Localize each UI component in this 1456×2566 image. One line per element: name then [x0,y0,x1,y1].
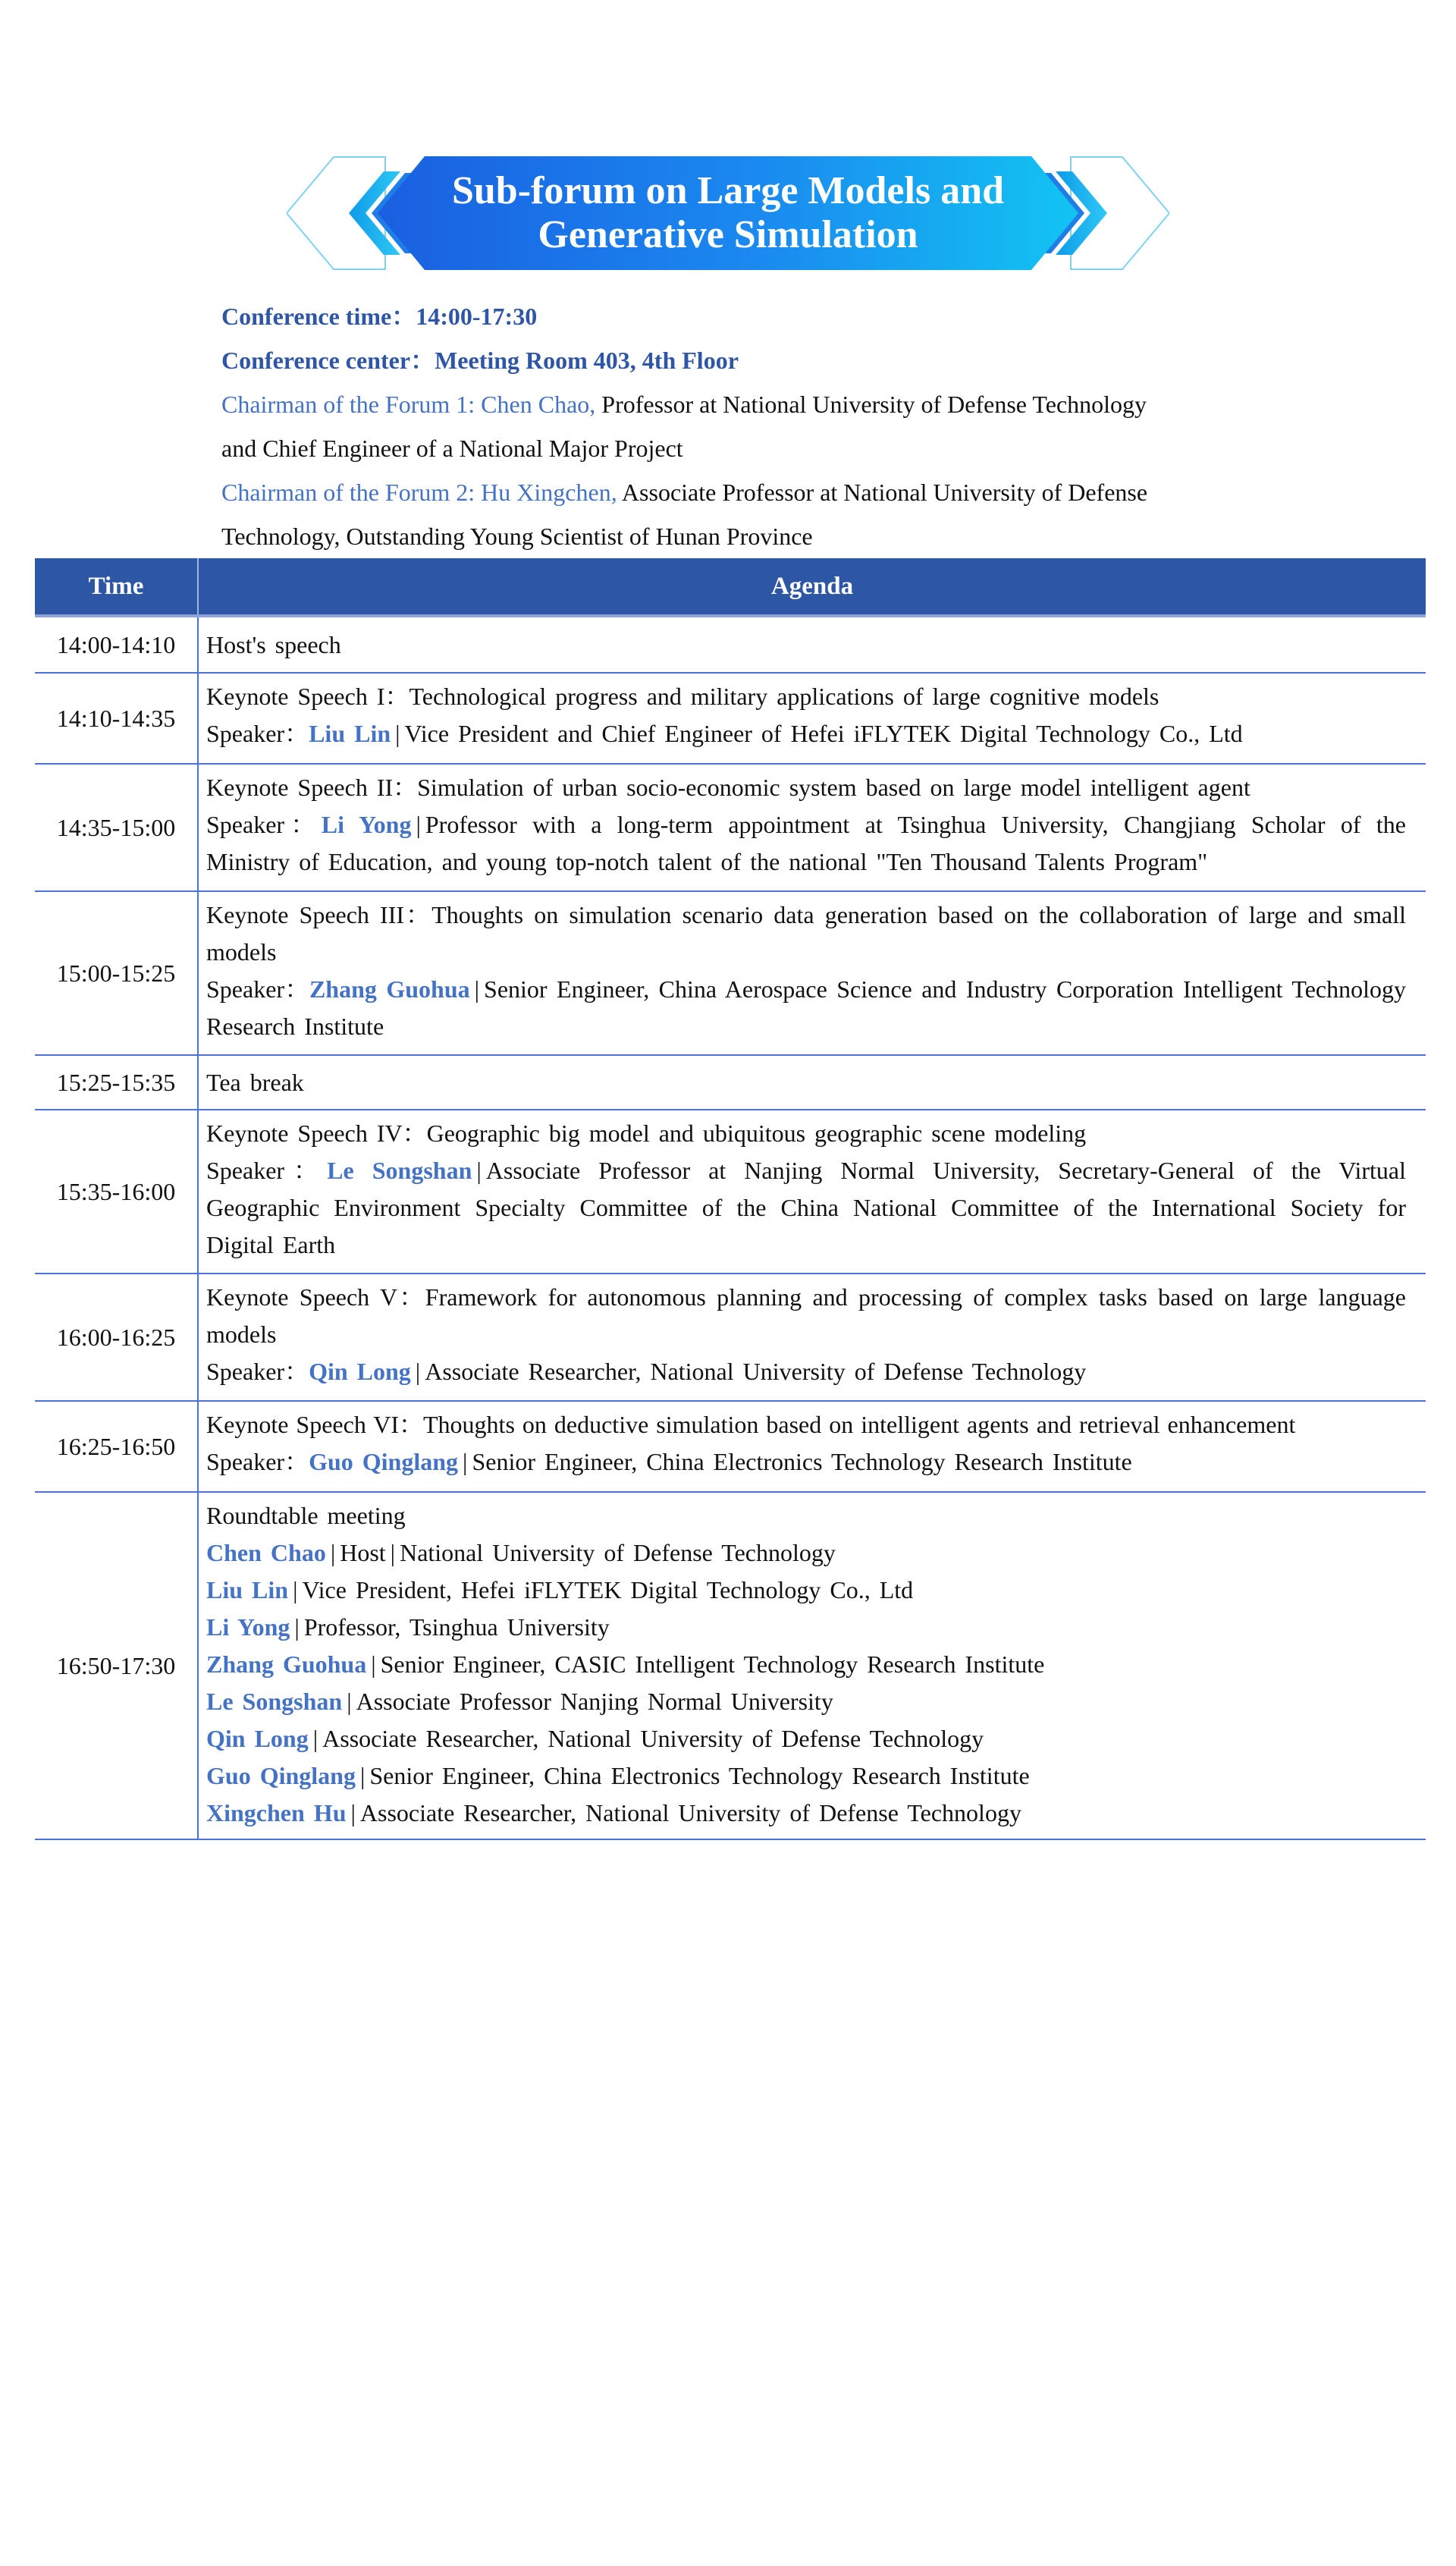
row-content [199,674,1426,763]
row-time: 16:00-16:25 [35,1274,199,1400]
speaker-desc: Professor with a long-term appointment at Tsinghua University, Changjiang Scholar of the Ministry of Education, and young top-notch talent of the national "Ten Thousand Talents Program" [206,811,1406,875]
keynote-title: Keynote Speech IV：Geographic big model and ubiquitous geographic scene modeling [206,1120,1087,1147]
row-time: 15:35-16:00 [35,1110,199,1273]
chairman-2-desc-1: Associate Professor at National University of Defense [621,479,1148,506]
separator: | [390,1539,396,1566]
title-banner [287,156,1169,270]
row-time: 14:10-14:35 [35,674,199,763]
time-value: 14:00-17:30 [416,303,538,330]
table-row [35,617,1426,674]
table-header [35,558,1426,617]
center-value: Meeting Room 403, 4th Floor [435,347,739,374]
speaker-label: Speaker： [206,720,309,747]
table-row [35,674,1426,765]
separator: | [347,1688,352,1715]
conference-info [221,294,1268,558]
speaker-desc: Associate Professor at Nanjing Normal University, Secretary-General of the Virtual Geographic Environment Specialty Committee of the China National Committee of the International Society for Digital Earth [206,1157,1407,1258]
table-row [35,1402,1426,1493]
table-row [35,1493,1426,1840]
panelist-role: Host [340,1539,386,1566]
panelist-desc: Senior Engineer, CASIC Intelligent Technology Research Institute [380,1650,1045,1678]
row-content [199,892,1426,1054]
row-content [199,1493,1426,1839]
speaker-line [206,1443,1421,1481]
speaker-label: Speaker： [206,1448,309,1475]
row-time: 16:50-17:30 [35,1493,199,1839]
separator: | [463,1448,468,1475]
separator: | [371,1650,376,1678]
header-agenda: Agenda [770,572,854,600]
panelist [206,1757,1406,1795]
panelist-desc: Senior Engineer, China Electronics Technology Research Institute [369,1762,1030,1789]
speaker-line [206,1152,1406,1264]
speaker-desc: Associate Researcher, National University of Defense Technology [425,1358,1087,1385]
separator: | [395,720,400,747]
keynote-title: Keynote Speech III：Thoughts on simulation scenario data generation based on the collaboration of large and small models [206,901,1406,966]
separator: | [359,1762,366,1789]
speaker-line [206,971,1406,1045]
chairman-1-name: Chairman of the Forum 1: Chen Chao, [221,391,596,418]
speaker-line [206,1353,1406,1390]
panelist-name: Xingchen Hu [206,1799,347,1826]
speaker-name: Liu Lin [309,720,391,747]
speaker-name: Zhang Guohua [309,975,470,1003]
panelist-name: Qin Long [206,1725,309,1752]
panelist-desc: Professor, Tsinghua University [303,1613,610,1641]
time-label: Conference time： [221,303,416,330]
row-time: 16:25-16:50 [35,1402,199,1491]
conference-time [221,294,1268,338]
separator: | [294,1613,300,1641]
agenda-table [35,558,1426,1840]
row-time: 14:00-14:10 [35,617,199,672]
keynote-title: Keynote Speech I：Technological progress and military applications of large cognitive models [206,683,1159,710]
speaker-label: Speaker： [206,1358,309,1385]
panelist [206,1720,1406,1757]
banner-title-line2: Generative Simulation [538,213,918,256]
separator: | [415,1358,421,1385]
speaker-line [206,806,1406,881]
table-row [35,1110,1426,1274]
row-content [199,1110,1426,1273]
panelist [206,1609,1406,1646]
row-text: Tea break [206,1068,304,1096]
keynote-title: Keynote Speech V：Framework for autonomous planning and processing of complex tasks based on large language models [206,1283,1406,1348]
chairman-1-desc-2: and Chief Engineer of a National Major Project [221,435,683,462]
panelist-desc: National University of Defense Technology [400,1539,836,1566]
separator: | [350,1799,356,1826]
panelist [206,1572,1406,1609]
panelist-name: Chen Chao [206,1539,326,1566]
panelist [206,1534,1406,1572]
speaker-name: Guo Qinglang [309,1448,459,1475]
keynote-title: Keynote Speech VI：Thoughts on deductive simulation based on intelligent agents and retrieval enhancement [206,1411,1296,1438]
speaker-desc: Senior Engineer, China Aerospace Science and Industry Corporation Intelligent Technology Research Institute [206,975,1407,1040]
table-row [35,1274,1426,1402]
keynote-title: Keynote Speech II：Simulation of urban socio-economic system based on large model intelligent agent [206,774,1250,801]
speaker-label: Speaker： [206,811,322,838]
row-content [199,1402,1426,1491]
separator: | [312,1725,318,1752]
center-label: Conference center： [221,347,435,374]
chairman-1-desc-1: Professor at National University of Defense Technology [601,391,1147,418]
separator: | [416,811,421,838]
banner-title-line1: Sub-forum on Large Models and [451,169,1005,212]
table-row [35,765,1426,892]
speaker-label: Speaker： [206,975,309,1003]
separator: | [293,1576,298,1603]
roundtable-title: Roundtable meeting [206,1502,406,1529]
row-time: 15:00-15:25 [35,892,199,1054]
header-time: Time [35,558,199,614]
row-time: 14:35-15:00 [35,765,199,890]
separator: | [474,975,480,1003]
panelist-desc: Vice President, Hefei iFLYTEK Digital Technology Co., Ltd [302,1576,914,1603]
chairman-2 [221,470,1268,514]
table-row [35,892,1426,1056]
row-content [199,617,1426,672]
speaker-name: Le Songshan [327,1157,472,1184]
panelist-desc: Associate Researcher, National University of Defense Technology [359,1799,1021,1826]
panelist-desc: Associate Professor Nanjing Normal University [356,1688,833,1715]
separator: | [330,1539,336,1566]
panelist-name: Liu Lin [206,1576,289,1603]
speaker-label: Speaker： [206,1157,328,1184]
panelist-name: Zhang Guohua [206,1650,367,1678]
speaker-line [206,715,1406,752]
panelist-name: Guo Qinglang [206,1762,356,1789]
row-text: Host's speech [206,630,341,658]
banner-title [287,156,1169,270]
panelist [206,1646,1406,1683]
row-content [199,1274,1426,1400]
table-row [35,1056,1426,1110]
speaker-name: Li Yong [321,811,412,838]
panelist [206,1795,1406,1832]
row-content [199,765,1426,890]
panelist-desc: Associate Researcher, National University of Defense Technology [322,1725,984,1752]
panelist [206,1683,1406,1720]
speaker-desc: Senior Engineer, China Electronics Technology Research Institute [472,1448,1132,1475]
chairman-1 [221,382,1268,426]
panelist-name: Le Songshan [206,1688,343,1715]
speaker-name: Qin Long [309,1358,411,1385]
conference-center [221,338,1268,382]
row-time: 15:25-15:35 [35,1056,199,1109]
separator: | [476,1157,482,1184]
chairman-2-name: Chairman of the Forum 2: Hu Xingchen, [221,479,617,506]
chairman-2-desc-2: Technology, Outstanding Young Scientist of Hunan Province [221,523,813,550]
panelist-name: Li Yong [206,1613,290,1641]
row-content [199,1056,1426,1109]
speaker-desc: Vice President and Chief Engineer of Hefei iFLYTEK Digital Technology Co., Ltd [404,720,1243,747]
